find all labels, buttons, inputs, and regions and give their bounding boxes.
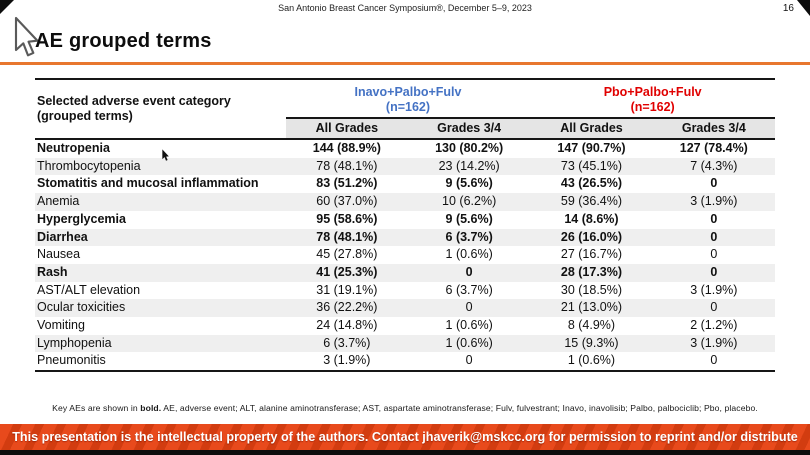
row-value: 95 (58.6%): [316, 211, 378, 226]
table-row: [35, 264, 775, 282]
row-value: 28 (17.3%): [530, 264, 652, 282]
row-value: 8 (4.9%): [567, 318, 616, 333]
row-value: 0: [653, 229, 775, 247]
screen-bottom-strip: [0, 450, 810, 455]
ae-table: [35, 78, 775, 372]
table-row: [35, 193, 775, 211]
row-value: 1 (0.6%): [445, 247, 493, 262]
row-value: 0: [653, 264, 775, 282]
table-row: [35, 139, 775, 158]
row-label: Ocular toxicities: [35, 299, 286, 317]
row-value: 14 (8.6%): [564, 211, 619, 226]
row-value: 0: [710, 211, 718, 226]
row-value: 24 (14.8%): [316, 318, 378, 333]
row-label: Lymphopenia: [35, 335, 286, 353]
title-divider: [0, 62, 810, 65]
row-value: 27 (16.7%): [560, 247, 623, 262]
row-value: 127 (78.4%): [679, 141, 748, 155]
row-value: 26 (16.0%): [530, 229, 652, 247]
row-value: 0: [710, 176, 718, 191]
row-value: 1 (0.6%): [530, 352, 652, 371]
row-value: 59 (36.4%): [530, 193, 652, 211]
row-value: 1 (0.6%): [408, 335, 530, 353]
row-value: 45 (27.8%): [316, 247, 378, 262]
row-label: Nausea: [37, 247, 81, 262]
conference-header: San Antonio Breast Cancer Symposium®, December 5–9, 2023: [278, 3, 532, 13]
row-label: AST/ALT elevation: [37, 282, 141, 297]
footnote-prefix: Key AEs are shown in: [52, 403, 141, 413]
subheader-grades34-1: Grades 3/4: [408, 118, 530, 139]
small-pointer-icon: [161, 149, 171, 162]
row-value: 23 (14.2%): [408, 158, 530, 176]
table-row: [35, 317, 775, 335]
table-row: [35, 282, 775, 300]
table-row: [35, 229, 775, 247]
table-row: [35, 299, 775, 317]
row-value: 15 (9.3%): [530, 335, 652, 353]
row-value: 36 (22.2%): [286, 299, 408, 317]
group-header-inavo-name: Inavo+Palbo+Fulv: [354, 85, 462, 99]
row-label: Diarrhea: [35, 229, 286, 247]
row-value: 144 (88.9%): [312, 141, 381, 155]
row-value: 2 (1.2%): [690, 318, 738, 333]
row-label: Pneumonitis: [35, 352, 286, 371]
row-value: 1 (0.6%): [445, 318, 493, 333]
row-value: 43 (26.5%): [560, 176, 623, 191]
table-row: [35, 175, 775, 193]
table-row: [35, 246, 775, 264]
subheader-all-grades-2: All Grades: [530, 118, 652, 139]
row-value: 147 (90.7%): [557, 141, 626, 155]
row-value: 0: [653, 299, 775, 317]
row-value: 9 (5.6%): [445, 176, 493, 191]
row-value: 0: [710, 247, 718, 262]
row-label: Thrombocytopenia: [35, 158, 286, 176]
row-value: 78 (48.1%): [286, 158, 408, 176]
row-value: 78 (48.1%): [286, 229, 408, 247]
row-value: 31 (19.1%): [316, 282, 378, 297]
subheader-grades34-2: Grades 3/4: [653, 118, 775, 139]
row-value: 0: [408, 264, 530, 282]
page-title: AE grouped terms: [35, 30, 212, 52]
row-value: 3 (1.9%): [653, 193, 775, 211]
row-value: 130 (80.2%): [435, 141, 504, 155]
footnote: [0, 403, 810, 413]
table-row: [35, 211, 775, 229]
copyright-banner: [0, 424, 810, 450]
row-value: 83 (51.2%): [316, 176, 378, 191]
row-value: 21 (13.0%): [530, 299, 652, 317]
row-value: 6 (3.7%): [408, 229, 530, 247]
ae-table-body: [35, 139, 775, 371]
row-value: 0: [408, 352, 530, 371]
table-row: [35, 335, 775, 353]
row-value: 7 (4.3%): [653, 158, 775, 176]
row-value: 60 (37.0%): [286, 193, 408, 211]
row-label: Stomatitis and mucosal inflammation: [37, 176, 259, 191]
footnote-bold-word: bold.: [140, 403, 162, 413]
group-header-inavo: [286, 79, 531, 118]
group-header-pbo-n: (n=162): [630, 100, 675, 114]
row-value: 0: [408, 299, 530, 317]
row-value: 0: [653, 352, 775, 371]
table-row: [35, 158, 775, 176]
row-value: 3 (1.9%): [690, 282, 738, 297]
group-header-pbo: [530, 79, 775, 118]
table-row: [35, 352, 775, 371]
row-value: 9 (5.6%): [445, 211, 493, 226]
copyright-banner-text: This presentation is the intellectual property of the authors. Contact jhaverik@mskcc.org for permission to reprint and/or distribute: [12, 430, 798, 444]
subheader-all-grades-1: All Grades: [286, 118, 408, 139]
group-header-pbo-name: Pbo+Palbo+Fulv: [603, 85, 702, 99]
row-label: Vomiting: [37, 318, 85, 333]
row-value: 41 (25.3%): [286, 264, 408, 282]
column-header-line2: (grouped terms): [37, 109, 133, 123]
footnote-rest: AE, adverse event; ALT, alanine aminotransferase; AST, aspartate aminotransferase; Fulv, fulvestrant; Inavo, inavolisib; Palbo, palbociclib; Pbo, placebo.: [161, 403, 758, 413]
column-header-line1: Selected adverse event category: [37, 94, 231, 108]
row-value: 6 (3.7%): [445, 282, 493, 297]
row-value: 73 (45.1%): [530, 158, 652, 176]
row-value: 10 (6.2%): [408, 193, 530, 211]
row-label: Anemia: [35, 193, 286, 211]
row-value: 3 (1.9%): [653, 335, 775, 353]
row-label: Rash: [35, 264, 286, 282]
row-value: 30 (18.5%): [560, 282, 623, 297]
ae-table-container: [35, 78, 775, 372]
row-value: 6 (3.7%): [286, 335, 408, 353]
row-label: Hyperglycemia: [37, 211, 126, 226]
group-header-inavo-n: (n=162): [385, 100, 431, 114]
row-value: 3 (1.9%): [286, 352, 408, 371]
row-label: Neutropenia: [37, 141, 110, 155]
column-header-category: [35, 79, 286, 139]
slide-page-number: 16: [782, 3, 794, 14]
